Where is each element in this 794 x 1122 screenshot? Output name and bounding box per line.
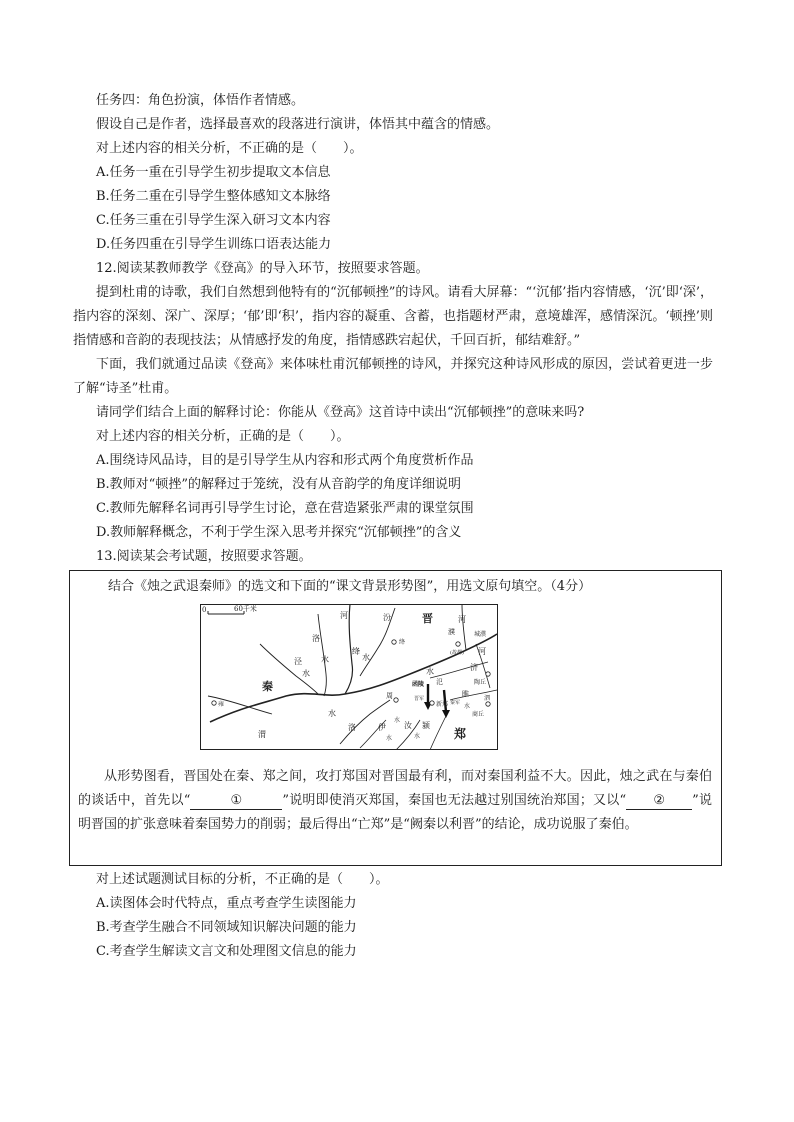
- map-label-zhou: 周: [386, 692, 393, 700]
- map-label-jiang-river: 绛: [352, 647, 360, 656]
- q12-option-c[interactable]: C.教师先解释名词再引导学生讨论，意在营造紧张严肃的课堂氛围: [96, 501, 474, 516]
- map-label-fan: 氾: [436, 678, 443, 686]
- map-label-si: 泗: [484, 695, 491, 702]
- map-label-sui-water: 水: [464, 703, 471, 710]
- map-label-jing: 泾: [294, 657, 302, 666]
- map-label-hanling: 函陵: [412, 681, 425, 688]
- map-label-jiang-water: 水: [362, 653, 370, 662]
- map-label-he: 河: [340, 611, 348, 620]
- task4-question-stem: 对上述内容的相关分析，不正确的是（ ）。: [96, 141, 363, 156]
- city-marker-yong: [212, 701, 216, 705]
- map-label-qin-army: 秦军: [450, 700, 461, 706]
- q13-option-a[interactable]: A.读图体会时代特点，重点考查学生读图能力: [96, 896, 357, 911]
- map-label-sui: 睢: [462, 690, 469, 698]
- answer-blank-2[interactable]: ②: [626, 793, 692, 810]
- map-label-ru: 汝: [404, 721, 412, 730]
- map-label-luo-north-water: 水: [321, 655, 329, 664]
- q12-paragraph-plan: 下面，我们就通过品读《登高》来体味杜甫沉郁顿挫的诗风，并探究这种诗风形成的原因，尝试着更进一步了解“诗圣”杜甫。: [73, 357, 713, 396]
- q13-box-text-part3: ”说明晋国的扩张意味着秦国势力的削弱；最后得出“亡郑”是“阙秦以利晋”的结论，成功说服了秦伯。: [78, 793, 712, 832]
- map-label-qin: 秦: [262, 680, 273, 693]
- map-label-zheng: 郑: [454, 727, 467, 741]
- city-marker-jiang: [392, 640, 396, 644]
- map-label-taoqiu: 陶丘: [474, 679, 487, 686]
- map-label-jin-army: 晋军: [414, 696, 425, 702]
- q13-box-text-part1: 从形势图看，晋国处在秦、郑之间，攻打郑国对晋国最有利，而对秦国利益不大。因此，烛之武在与秦伯的谈话中，首先以“: [78, 769, 712, 808]
- map-label-he-water: 水: [328, 709, 336, 718]
- map-scale-zero: 0: [202, 606, 207, 614]
- city-marker-handan: [456, 642, 460, 646]
- q12-option-d[interactable]: D.教师解释概念，不利于学生深入思考并探究“沉郁顿挫”的含义: [96, 525, 462, 540]
- background-situation-map: [200, 604, 498, 750]
- city-marker-taoqiu: [486, 672, 490, 676]
- map-label-luo-south: 洛: [348, 723, 356, 732]
- q12-option-a[interactable]: A.围绕诗风品诗，目的是引导学生从内容和形式两个角度赏析作品: [96, 453, 474, 468]
- q13-option-b[interactable]: B.考查学生融合不同领域知识解决问题的能力: [96, 920, 357, 935]
- q12-question-stem: 对上述内容的相关分析，正确的是（ ）。: [96, 429, 350, 444]
- map-label-luo-north: 洛: [312, 634, 320, 643]
- q13-test-item-box: [69, 570, 722, 866]
- q13-question-stem: 对上述试题测试目标的分析，不正确的是（ ）。: [96, 872, 389, 887]
- task4-description: 假设自己是作者，选择最喜欢的段落进行演讲，体悟其中蕴含的情感。: [96, 117, 500, 132]
- map-label-yi: 伊: [378, 723, 386, 732]
- task4-title: 任务四：角色扮演，体悟作者情感。: [96, 93, 305, 108]
- map-label-he-east: 河: [458, 615, 466, 624]
- q12-paragraph-discussion: 请同学们结合上面的解释讨论：你能从《登高》这首诗中读出“沉郁顿挫”的意味来吗?: [96, 405, 585, 420]
- map-label-jin: 晋: [422, 612, 433, 625]
- task4-option-d[interactable]: D.任务四重在引导学生训练口语表达能力: [96, 237, 332, 252]
- task4-option-a[interactable]: A.任务一重在引导学生初步提取文本信息: [96, 165, 331, 180]
- city-marker-shangqiu: [486, 702, 490, 706]
- map-label-ji-water: 水: [426, 667, 434, 676]
- map-label-jing-water: 水: [302, 669, 310, 678]
- city-marker-xinzheng: [430, 701, 434, 705]
- q12-paragraph-intro: 提到杜甫的诗歌，我们自然想到他特有的“沉郁顿挫”的诗风。请看大屏幕：“‘沉郁’指内容情感，‘沉’即‘深’，指内容的深刻、深广、深厚；‘郁’即‘积’，指内容的凝重、含蓄，也指题材严肃，意境雄浑，感情深沉。‘顿挫’则指情感和音韵的表现技法；从情感抒发的角度，指情感跌宕起伏，千回百折，郁结难舒。”: [73, 285, 713, 348]
- map-label-fen: 汾: [383, 613, 391, 622]
- map-label-yi-water: 水: [386, 735, 393, 742]
- map-scale-label: 60千米: [234, 605, 257, 613]
- task4-option-c[interactable]: C.任务三重在引导学生深入研习文本内容: [96, 213, 331, 228]
- city-marker-zhou: [394, 698, 398, 702]
- map-label-wei: 渭: [258, 730, 266, 739]
- q13-box-prompt: 结合《烛之武退秦师》的选文和下面的“课文背景形势图”，用选文原句填空。（4分）: [108, 579, 592, 594]
- answer-blank-1[interactable]: ①: [190, 793, 282, 810]
- map-label-old-capital: (故都): [450, 650, 464, 656]
- map-label-ying-water: 水: [414, 733, 421, 740]
- map-label-shangqiu: 商丘: [472, 711, 485, 718]
- q13-box-text-part2: ”说明即使消灭郑国，秦国也无法越过别国统治郑国；又以“: [282, 793, 627, 808]
- map-label-xinzheng: 新郑: [436, 701, 449, 708]
- q12-title: 12.阅读某教师教学《登高》的导入环节，按照要求答题。: [96, 261, 429, 276]
- map-label-chengpu: 城濮: [474, 631, 487, 638]
- q13-box-paragraph: [78, 765, 712, 837]
- map-label-yong: 雍: [218, 701, 225, 708]
- task4-option-b[interactable]: B.任务二重在引导学生整体感知文本脉络: [96, 189, 331, 204]
- q13-option-c[interactable]: C.考查学生解读文言文和处理图文信息的能力: [96, 944, 357, 959]
- map-label-ying: 颍: [422, 721, 430, 730]
- map-label-he-si: 河: [478, 647, 486, 656]
- q13-title: 13.阅读某会考试题，按照要求答题。: [96, 549, 312, 564]
- map-label-zhou-water: 水: [394, 717, 401, 724]
- map-label-jiang: 绛: [399, 639, 406, 646]
- map-label-pu: 濮: [448, 628, 455, 636]
- map-label-ji: 济: [470, 663, 478, 672]
- q12-option-b[interactable]: B.教师对“顿挫”的解释过于笼统，没有从音韵学的角度详细说明: [96, 477, 461, 492]
